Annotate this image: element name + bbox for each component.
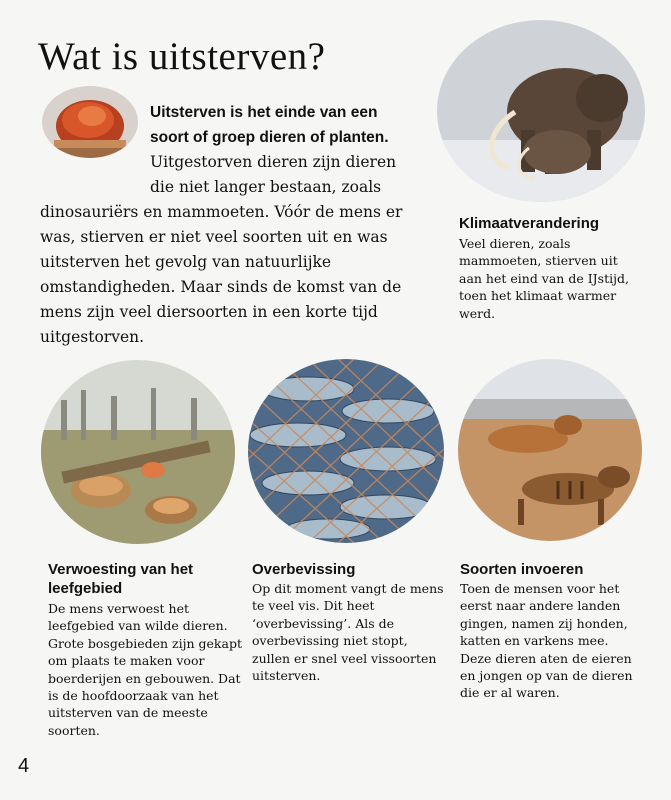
tree-stumps-illustration bbox=[41, 360, 235, 544]
introduce-title: Soorten invoeren bbox=[460, 561, 584, 578]
intro-paragraph bbox=[40, 100, 412, 350]
page-title: Wat is uitsterven? bbox=[38, 35, 326, 78]
climate-text: Veel dieren, zoals mammoeten, stierven uit aan het eind van de IJstijd, toen het klimaat warmer werd. bbox=[459, 236, 629, 321]
habitat-title: Verwoesting van het leefgebied bbox=[48, 561, 194, 597]
introduce-text: Toen de mensen voor het eerst naar andere landen gingen, namen zij honden, katten en varkens mee. Deze dieren aten de eieren en jongen op van de dieren die er al waren. bbox=[460, 581, 633, 701]
intro-text: Uitgestorven dieren zijn dieren die niet langer bestaan, zoals dinosauriërs en mammoeten. Vóór de mens er was, stierven er niet veel soorten uit en was uitsterven het gevolg van natuurlijke omstandigheden. Maar sinds de komst van de mens zijn veel diersoorten in een korte tijd uitgestorven. bbox=[40, 152, 403, 346]
mammoth-illustration bbox=[437, 20, 645, 202]
habitat-text: De mens verwoest het leefgebied van wilde dieren. Grote bosgebieden zijn gekapt om plaats te maken voor boerderijen en gebouwen. Dat is de hoofdoorzaak van het uitsterven van de meeste soorten. bbox=[48, 601, 242, 738]
fish-net-illustration bbox=[248, 359, 444, 543]
overfishing-text: Op dit moment vangt de mens te veel vis. Dit heet ‘overbevissing’. Als de overbevissing niet stopt, zullen er snel veel vissoorten uitsterven. bbox=[252, 581, 444, 684]
climate-title: Klimaatverandering bbox=[459, 215, 600, 232]
intro-bold: Uitsterven is het einde van een soort of groep dieren of planten. bbox=[150, 103, 389, 146]
overfishing-title: Overbevissing bbox=[252, 561, 356, 578]
thylacine-illustration bbox=[458, 359, 642, 541]
page-number: 4 bbox=[18, 755, 30, 777]
